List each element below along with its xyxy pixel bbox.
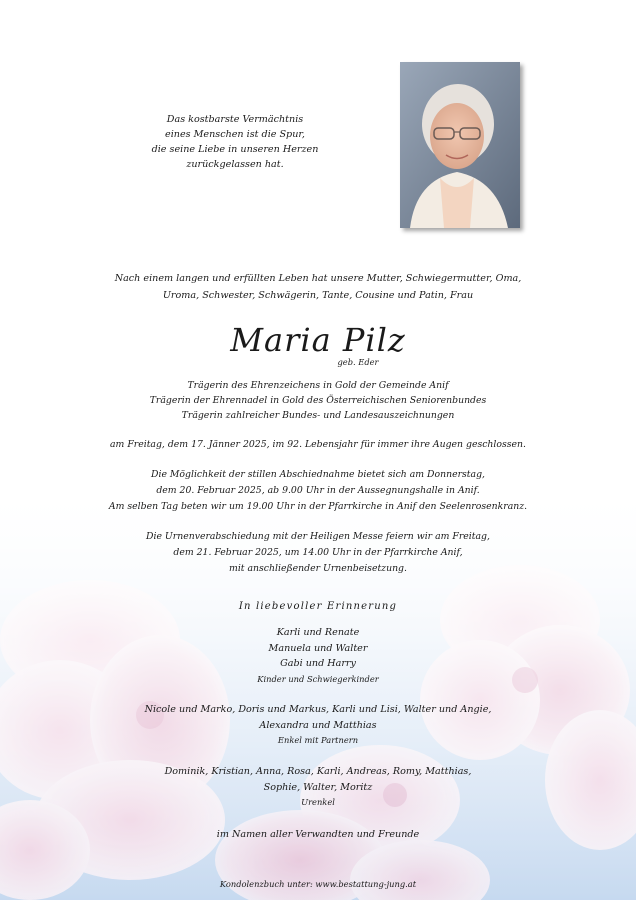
mourner-name: Karli und Renate: [276, 627, 360, 638]
quote-line: eines Menschen ist die Spur,: [165, 129, 305, 140]
closing-line: im Namen aller Verwandten und Freunde: [216, 829, 420, 840]
intro-line: Uroma, Schwester, Schwägerin, Tante, Cousine und Patin, Frau: [162, 290, 474, 301]
deceased-name: Maria Pilz: [230, 321, 406, 359]
group-caption: Enkel mit Partnern: [277, 735, 359, 745]
great-grandchildren-group: [0, 764, 636, 811]
quote-line: Das kostbarste Vermächtnis: [166, 114, 304, 125]
urn-line: Die Urnenverabschiedung mit der Heiligen Messe feiern wir am Freitag,: [146, 531, 490, 542]
honors-list: [0, 378, 636, 423]
mourner-name: Alexandra und Matthias: [259, 719, 377, 731]
farewell-line: dem 20. Februar 2025, ab 9.00 Uhr in der Aussegnungshalle in Anif.: [156, 485, 480, 496]
death-notice: am Freitag, dem 17. Jänner 2025, im 92. Lebensjahr für immer ihre Augen geschlossen.: [110, 439, 526, 450]
intro-text: [0, 270, 636, 304]
mourner-name: Sophie, Walter, Moritz: [263, 781, 373, 793]
portrait-photo: [400, 62, 520, 228]
honor-line: Trägerin des Ehrenzeichens in Gold der Gemeinde Anif: [187, 380, 449, 391]
mourner-name: Nicole und Marko, Doris und Markus, Karli und Lisi, Walter und Angie,: [144, 704, 492, 715]
farewell-line: Am selben Tag beten wir um 19.00 Uhr in der Pfarrkirche in Anif den Seelenrosenkranz.: [108, 501, 528, 512]
honor-line: Trägerin zahlreicher Bundes- und Landesauszeichnungen: [181, 410, 455, 421]
honor-line: Trägerin der Ehrennadel in Gold des Österreichischen Seniorenbundes: [149, 395, 487, 406]
quote-line: zurückgelassen hat.: [186, 159, 284, 170]
urn-line: dem 21. Februar 2025, um 14.00 Uhr in der Pfarrkirche Anif,: [173, 547, 463, 558]
memory-heading: In liebevoller Erinnerung: [238, 601, 398, 612]
group-caption: Kinder und Schwiegerkinder: [257, 673, 379, 684]
memorial-quote: [135, 112, 335, 172]
quote-line: die seine Liebe in unseren Herzen: [151, 144, 319, 155]
maiden-name: geb. Eder: [337, 357, 379, 367]
urn-ceremony-info: [0, 529, 636, 577]
farewell-line: Die Möglichkeit der stillen Abschiednahme bietet sich am Donnerstag,: [151, 469, 485, 480]
guestbook-link[interactable]: Kondolenzbuch unter: www.bestattung-jung.at: [219, 879, 417, 889]
mourner-name: Manuela und Walter: [268, 642, 368, 654]
farewell-info: [0, 467, 636, 515]
group-caption: Urenkel: [301, 797, 335, 807]
mourner-name: Dominik, Kristian, Anna, Rosa, Karli, Andreas, Romy, Matthias,: [164, 766, 472, 777]
children-group: [0, 625, 636, 687]
urn-line: mit anschließender Urnenbeisetzung.: [229, 563, 407, 574]
intro-line: Nach einem langen und erfüllten Leben hat unsere Mutter, Schwiegermutter, Oma,: [114, 273, 522, 284]
mourner-name: Gabi und Harry: [280, 658, 356, 669]
grandchildren-group: [0, 702, 636, 749]
